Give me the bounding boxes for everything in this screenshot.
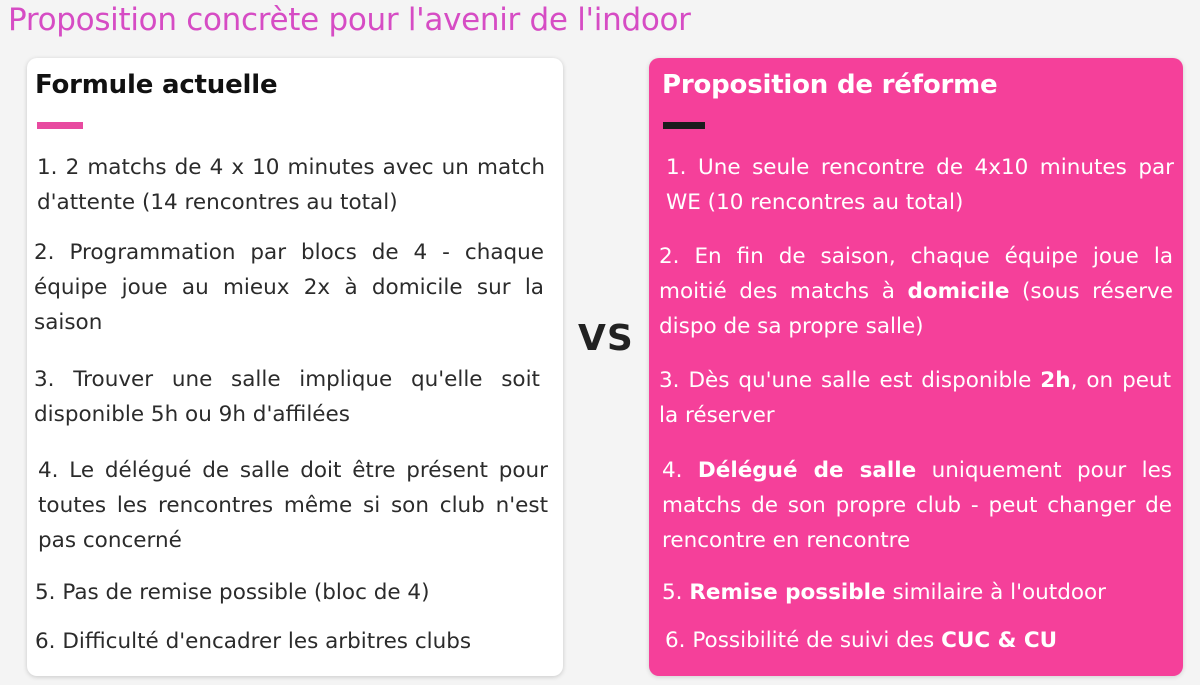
reform-item-5 bbox=[662, 575, 1172, 610]
reform-item-2-emphasis: domicile bbox=[907, 279, 1010, 304]
reform-item-5-text-b: similaire à l'outdoor bbox=[885, 580, 1106, 605]
reform-proposal-heading: Proposition de réforme bbox=[662, 70, 998, 100]
versus-label: VS bbox=[578, 318, 634, 359]
reform-item-3-text-b: , on peut la réserver bbox=[659, 368, 1172, 428]
reform-item-4 bbox=[662, 453, 1172, 558]
dark-bar bbox=[663, 122, 705, 129]
reform-item-2-text-a: 2. En fin de saison, chaque équipe joue la moitié des matchs à bbox=[659, 244, 1173, 304]
reform-item-3-emphasis: 2h bbox=[1040, 368, 1071, 393]
current-item-3: 3. Trouver une salle implique qu'elle soit disponible 5h ou 9h d'affilées bbox=[34, 367, 540, 427]
accent-bar bbox=[37, 122, 83, 129]
reform-item-4-text-b: uniquement pour les matchs de son propre club - peut changer de rencontre en rencontre bbox=[662, 458, 1172, 553]
reform-item-6 bbox=[665, 623, 1173, 658]
reform-item-3-text-a: 3. Dès qu'une salle est disponible bbox=[659, 368, 1041, 393]
current-item-6: 6. Difficulté d'encadrer les arbitres clubs bbox=[35, 629, 472, 654]
current-item-5: 5. Pas de remise possible (bloc de 4) bbox=[35, 580, 430, 605]
reform-item-5-text-a: 5. bbox=[662, 580, 690, 605]
reform-item-6-text-a: 6. Possibilité de suivi des bbox=[665, 628, 942, 653]
current-formula-heading: Formule actuelle bbox=[35, 70, 278, 100]
current-item-4: 4. Le délégué de salle doit être présent pour toutes les rencontres même si son club n'est pas concerné bbox=[38, 458, 548, 553]
current-item-1: 1. 2 matchs de 4 x 10 minutes avec un match d'attente (14 rencontres au total) bbox=[37, 155, 545, 215]
reform-item-4-text-a: 4. bbox=[662, 458, 698, 483]
reform-item-5-emphasis: Remise possible bbox=[689, 580, 886, 605]
slide-title: Proposition concrète pour l'avenir de l'indoor bbox=[8, 2, 691, 38]
current-item-2: 2. Programmation par blocs de 4 - chaque équipe joue au mieux 2x à domicile sur la saison bbox=[34, 240, 544, 335]
reform-item-1 bbox=[666, 150, 1174, 220]
reform-item-6-emphasis: CUC & CU bbox=[941, 628, 1058, 653]
current-formula-card bbox=[27, 58, 563, 676]
reform-item-3 bbox=[659, 363, 1171, 433]
reform-item-2 bbox=[659, 239, 1173, 344]
reform-item-4-emphasis: Délégué de salle bbox=[697, 458, 917, 483]
reform-item-2-text-b: (sous réserve dispo de sa propre salle) bbox=[659, 279, 1173, 339]
reform-item-1-text: 1. Une seule rencontre de 4x10 minutes par WE (10 rencontres au total) bbox=[666, 155, 1174, 215]
reform-proposal-card bbox=[649, 58, 1183, 676]
